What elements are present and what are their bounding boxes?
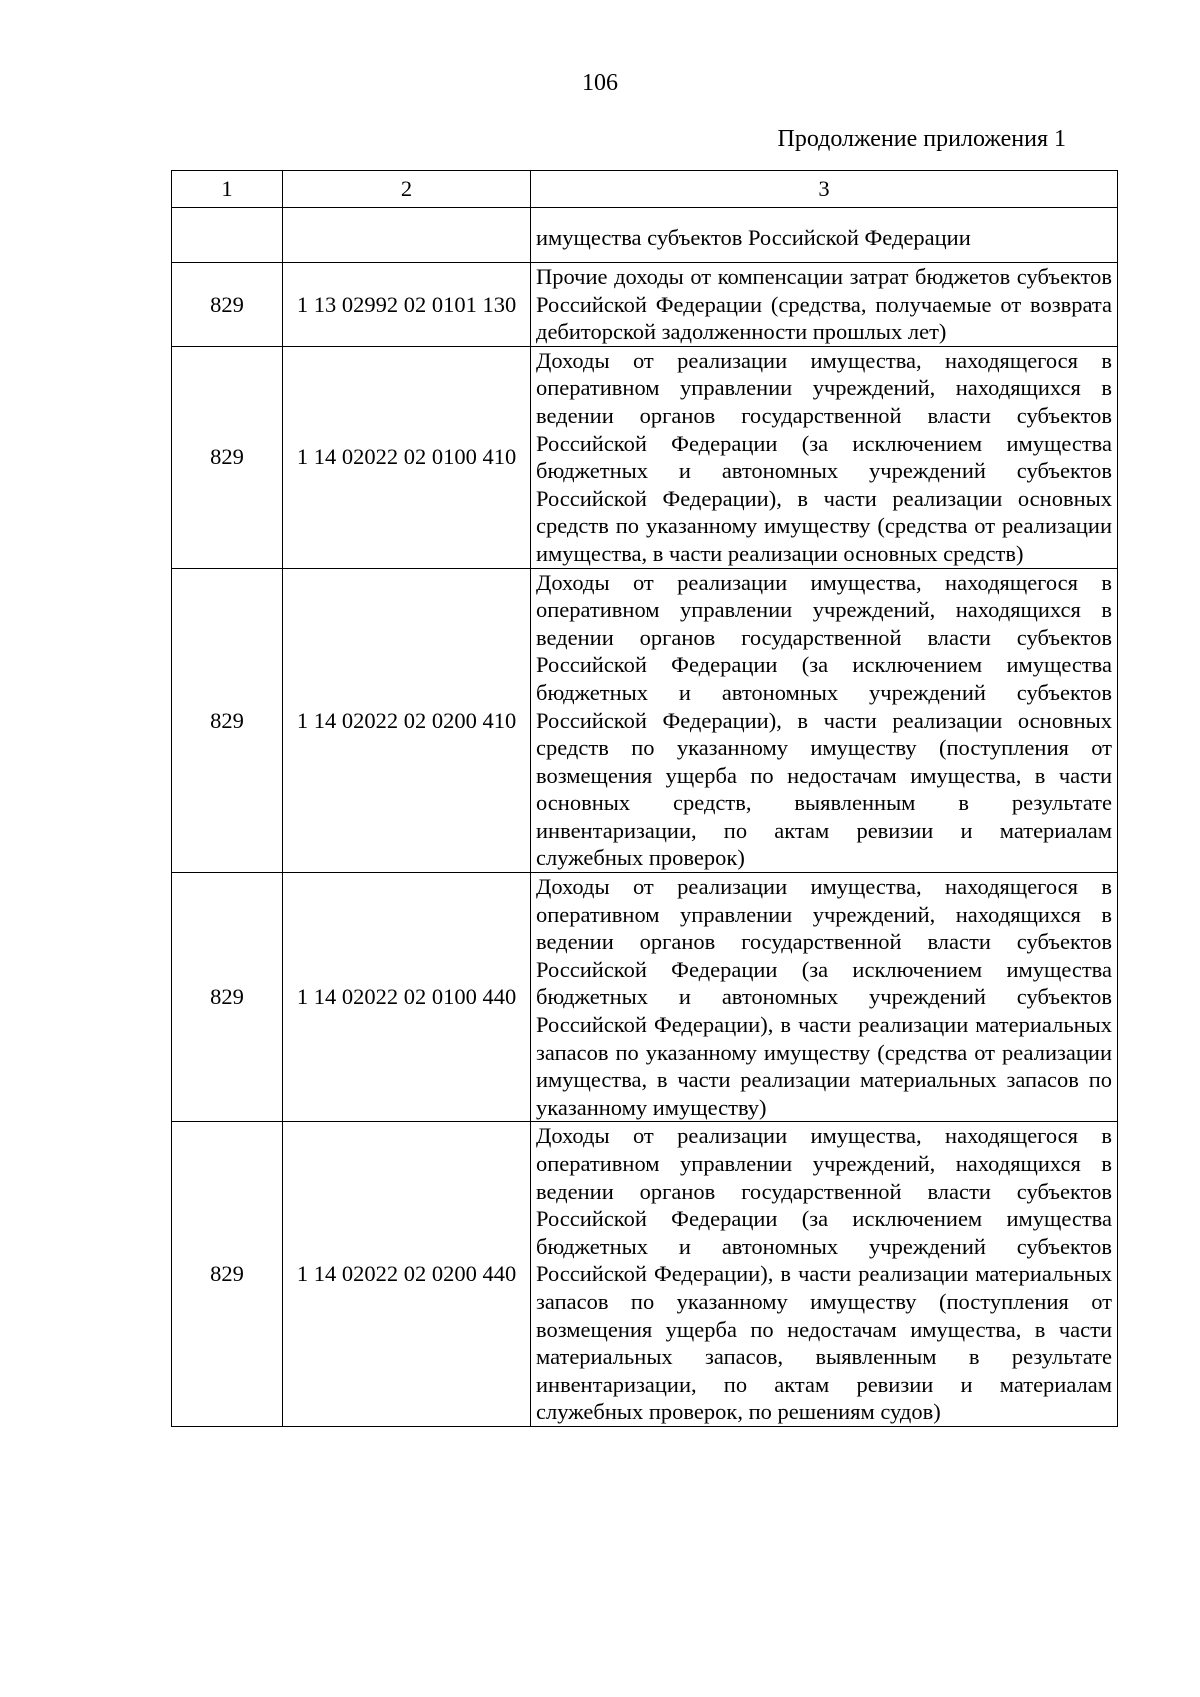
admin-code-cell: 829: [172, 1122, 283, 1427]
table-header-row: [172, 171, 1118, 208]
admin-code-cell: 829: [172, 346, 283, 568]
budget-code-cell: 1 14 02022 02 0100 440: [283, 873, 531, 1122]
table-row: [172, 263, 1118, 347]
appendix-continuation-note: Продолжение приложения 1: [777, 126, 1066, 152]
header-cell-1: 1: [172, 171, 283, 208]
continuation-row: [172, 208, 1118, 263]
budget-code-cell: 1 14 02022 02 0200 440: [283, 1122, 531, 1427]
continuation-cell-1: [172, 208, 283, 263]
header-cell-3: 3: [531, 171, 1118, 208]
admin-code-cell: 829: [172, 568, 283, 873]
budget-code-cell: 1 14 02022 02 0100 410: [283, 346, 531, 568]
description-cell: Прочие доходы от компенсации затрат бюджетов субъектов Российской Федерации (средства, получаемые от возврата дебиторской задолженности прошлых лет): [531, 263, 1118, 347]
description-cell: Доходы от реализации имущества, находящегося в оперативном управлении учреждений, находящихся в ведении органов государственной власти субъектов Российской Федерации (за исключением имущества бюджетных и автономных учреждений субъектов Российской Федерации), в части реализации основных средств по указанному имуществу (средства от реализации имущества, в части реализации основных средств): [531, 346, 1118, 568]
continuation-cell-2: [283, 208, 531, 263]
admin-code-cell: 829: [172, 263, 283, 347]
budget-code-cell: 1 13 02992 02 0101 130: [283, 263, 531, 347]
description-cell: Доходы от реализации имущества, находящегося в оперативном управлении учреждений, находящихся в ведении органов государственной власти субъектов Российской Федерации (за исключением имущества бюджетных и автономных учреждений субъектов Российской Федерации), в части реализации основных средств по указанному имуществу (поступления от возмещения ущерба по недостачам имущества, в части основных средств, выявленным в результате инвентаризации, по актам ревизии и материалам служебных проверок): [531, 568, 1118, 873]
revenue-codes-table: [171, 170, 1118, 1427]
header-cell-2: 2: [283, 171, 531, 208]
table-row: [172, 1122, 1118, 1427]
budget-code-cell: 1 14 02022 02 0200 410: [283, 568, 531, 873]
page-number: 106: [582, 70, 618, 96]
description-cell: Доходы от реализации имущества, находящегося в оперативном управлении учреждений, находящихся в ведении органов государственной власти субъектов Российской Федерации (за исключением имущества бюджетных и автономных учреждений субъектов Российской Федерации), в части реализации материальных запасов по указанному имуществу (средства от реализации имущества, в части реализации материальных запасов по указанному имуществу): [531, 873, 1118, 1122]
table-row: [172, 346, 1118, 568]
table-row: [172, 873, 1118, 1122]
table-row: [172, 568, 1118, 873]
continuation-cell-3: имущества субъектов Российской Федерации: [531, 208, 1118, 263]
admin-code-cell: 829: [172, 873, 283, 1122]
description-cell: Доходы от реализации имущества, находящегося в оперативном управлении учреждений, находящихся в ведении органов государственной власти субъектов Российской Федерации (за исключением имущества бюджетных и автономных учреждений субъектов Российской Федерации), в части реализации материальных запасов по указанному имуществу (поступления от возмещения ущерба по недостачам имущества, в части материальных запасов, выявленным в результате инвентаризации, по актам ревизии и материалам служебных проверок, по решениям судов): [531, 1122, 1118, 1427]
